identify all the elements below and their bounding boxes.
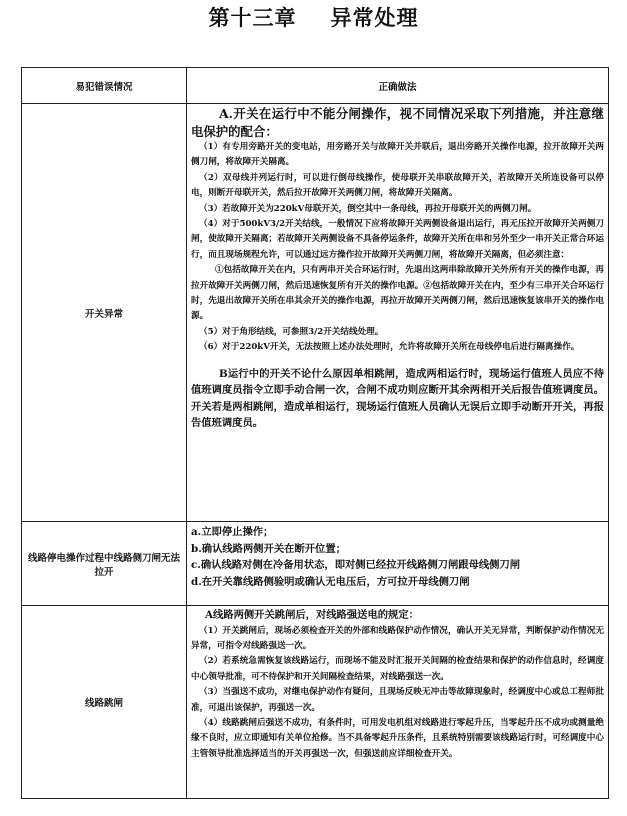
- case-line-trip: 线路跳闸: [22, 606, 187, 799]
- list-item: b.确认线路两侧开关在断开位置；: [191, 542, 346, 555]
- list-item: （3）若故障开关为220kV母联开关，倒空其中一条母线，再拉开母联开关的两侧刀闸。: [199, 203, 537, 214]
- practice-line-disconnector: [187, 522, 609, 606]
- list-item: （4）线路跳闸后强送不成功，有条件时，可用发电机组对线路进行零起升压，当零起升压不成功或测量绝缘不良时，应立即通知有关单位抢修。当不具备零起升压条件，且系统特别需要该线路运行时，可经调度中心主管领导批准选择适当的开关再强送一次，但强送前应详细检查开关。: [191, 718, 604, 759]
- section-a-heading: A.开关在运行中不能分闸操作，视不同情况采取下列措施，并注意继电保护的配合：: [191, 106, 604, 139]
- list-item: a.立即停止操作；: [191, 526, 274, 538]
- list-item: （3）当强送不成功，对继电保护动作有疑问，且现场反映无冲击等故障现象时，经调度中心或总工程师批准，可退出该保护，再强送一次。: [191, 687, 604, 713]
- list-item: （2）若系统急需恢复该线路运行，而现场不能及时汇报开关间隔的检查结果和保护的动作信息时，经调度中心领导批准，可不待保护和开关间隔检查结果，对线路强送一次。: [191, 656, 604, 682]
- section-b-text: B运行中的开关不论什么原因单相跳闸，造成两相运行时，现场运行值班人员应不待值班调度员指令立即手动合闸一次，合闸不成功则应断开其余两相开关后报告值班调度员。开关若是两相跳闸，造成单相运行，现场运行值班人员确认无误后立即手动断开开关，再报告值班调度员。: [191, 367, 604, 430]
- case-switch-abnormal: 开关异常: [22, 104, 187, 522]
- chapter-title: [0, 2, 627, 32]
- chapter-number: 第十三章: [208, 6, 297, 30]
- list-item: （6）对于220kV开关，无法按照上述办法处理时，允许将故障开关所在母线停电后进行隔离操作。: [199, 342, 580, 353]
- list-item: c.确认线路对侧在冷备用状态，即对侧已经拉开线路侧刀闸跟母线侧刀闸: [191, 559, 521, 572]
- list-item: （1）开关跳闸后，现场必须检查开关的外部和线路保护动作情况，确认开关无异常，判断保护动作情况无异常，可指令对线路强送一次。: [191, 625, 604, 651]
- list-item: （5）对于角形结线，可参照3/2开关结线处理。: [199, 326, 384, 337]
- practice-line-trip: [187, 606, 609, 799]
- practice-switch-abnormal: [187, 104, 609, 522]
- list-item: （2）双母线并列运行时，可以进行倒母线操作，使母联开关串联故障开关，若故障开关所连设备可以停电，则断开母联开关，然后拉开故障开关两侧刀闸，将故障开关隔离。: [191, 172, 604, 199]
- table-row: [22, 522, 609, 606]
- section-a-heading: A线路两侧开关跳闸后，对线路强送电的规定：: [205, 609, 419, 621]
- list-item: d.在开关靠线路侧验明或确认无电压后，方可拉开母线侧刀闸: [191, 575, 470, 588]
- header-error-case: 易犯错误情况: [22, 68, 187, 104]
- header-correct-practice: 正确做法: [187, 68, 609, 104]
- list-item: （1）有专用旁路开关的变电站，用旁路开关与故障开关并联后，退出旁路开关操作电源，拉开故障开关两侧刀闸，将故障开关隔离。: [191, 142, 604, 168]
- list-item: ①包括故障开关在内，只有两串开关合环运行时，先退出这两串除故障开关外所有开关的操作电源，再拉开故障开关两侧刀闸，然后迅速恢复所有开关的操作电源。②包括故障开关在内，至少有三串开关合环运行时，先退出故障开关所在串其余开关的操作电源，再拉开故障开关两侧刀闸，然后迅速恢复该串开关的操作电源。: [191, 265, 604, 322]
- table-header-row: [22, 68, 609, 104]
- table-row: [22, 104, 609, 522]
- error-practice-table: [21, 67, 609, 799]
- chapter-name: 异常处理: [330, 6, 419, 30]
- table-row: [22, 606, 609, 799]
- list-item: （4）对于500kV3/2开关结线，一般情况下应将故障开关两侧设备退出运行，再无压拉开故障开关两侧刀闸，使故障开关隔离；若故障开关两侧设备不具备停运条件，故障开关所在串和另外至少一串开关正常合环运行，而且现场规程允许，可以通过远方操作拉开故障开关两侧刀闸，将故障开关隔离，但必须注意：: [191, 219, 604, 260]
- case-line-disconnector: 线路停电操作过程中线路侧刀闸无法拉开: [22, 522, 187, 606]
